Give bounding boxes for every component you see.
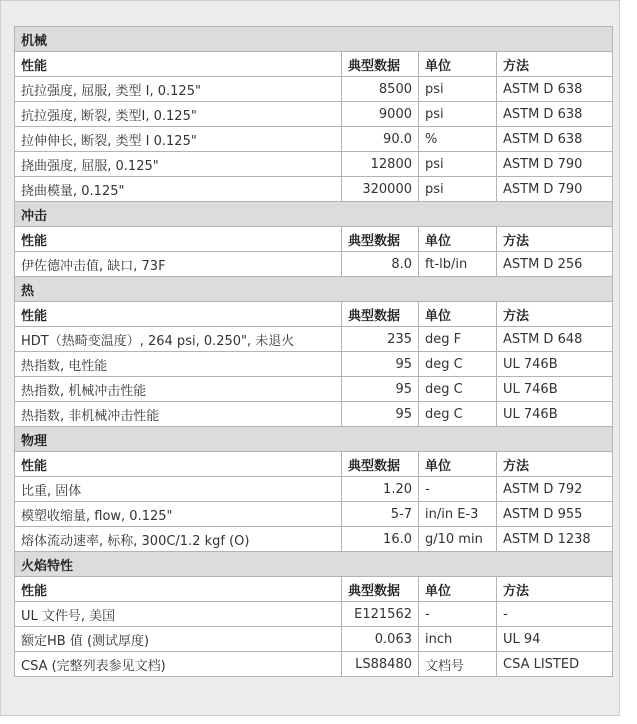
header-property: 性能 — [15, 227, 342, 252]
property-cell: 比重, 固体 — [15, 477, 342, 502]
property-cell: 热指数, 机械冲击性能 — [15, 377, 342, 402]
header-unit: 单位 — [419, 577, 497, 602]
table-row — [15, 77, 613, 102]
unit-cell: in/in E-3 — [419, 502, 497, 527]
method-cell: ASTM D 648 — [497, 327, 613, 352]
header-method: 方法 — [497, 52, 613, 77]
value-cell: 95 — [342, 352, 419, 377]
unit-cell: psi — [419, 77, 497, 102]
unit-cell: - — [419, 602, 497, 627]
section-title: 火焰特性 — [15, 552, 613, 577]
table-row — [15, 602, 613, 627]
table-row — [15, 127, 613, 152]
header-method: 方法 — [497, 302, 613, 327]
property-cell: 挠曲模量, 0.125" — [15, 177, 342, 202]
table-row — [15, 177, 613, 202]
table-row — [15, 252, 613, 277]
property-cell: 抗拉强度, 断裂, 类型I, 0.125" — [15, 102, 342, 127]
unit-cell: psi — [419, 177, 497, 202]
property-cell: 额定HB 值 (测试厚度) — [15, 627, 342, 652]
value-cell: E121562 — [342, 602, 419, 627]
unit-cell: g/10 min — [419, 527, 497, 552]
property-cell: HDT（热畸变温度）, 264 psi, 0.250", 未退火 — [15, 327, 342, 352]
header-property: 性能 — [15, 452, 342, 477]
value-cell: 16.0 — [342, 527, 419, 552]
unit-cell: % — [419, 127, 497, 152]
unit-cell: psi — [419, 152, 497, 177]
unit-cell: - — [419, 477, 497, 502]
header-method: 方法 — [497, 452, 613, 477]
property-cell: UL 文件号, 美国 — [15, 602, 342, 627]
method-cell: - — [497, 602, 613, 627]
header-unit: 单位 — [419, 52, 497, 77]
method-cell: ASTM D 790 — [497, 177, 613, 202]
section-header — [15, 427, 613, 452]
method-cell: UL 746B — [497, 377, 613, 402]
header-value: 典型数据 — [342, 452, 419, 477]
header-value: 典型数据 — [342, 302, 419, 327]
value-cell: 9000 — [342, 102, 419, 127]
unit-cell: ft-lb/in — [419, 252, 497, 277]
method-cell: UL 746B — [497, 352, 613, 377]
header-method: 方法 — [497, 577, 613, 602]
value-cell: 5-7 — [342, 502, 419, 527]
section-header — [15, 552, 613, 577]
section-title: 热 — [15, 277, 613, 302]
value-cell: 320000 — [342, 177, 419, 202]
property-cell: 热指数, 非机械冲击性能 — [15, 402, 342, 427]
header-value: 典型数据 — [342, 577, 419, 602]
method-cell: ASTM D 792 — [497, 477, 613, 502]
property-cell: 挠曲强度, 屈服, 0.125" — [15, 152, 342, 177]
property-cell: 抗拉强度, 屈服, 类型 I, 0.125" — [15, 77, 342, 102]
section-header — [15, 202, 613, 227]
method-cell: ASTM D 1238 — [497, 527, 613, 552]
method-cell: ASTM D 638 — [497, 127, 613, 152]
unit-cell: deg F — [419, 327, 497, 352]
value-cell: 95 — [342, 402, 419, 427]
header-property: 性能 — [15, 577, 342, 602]
unit-cell: 文档号 — [419, 652, 497, 677]
value-cell: 235 — [342, 327, 419, 352]
unit-cell: deg C — [419, 377, 497, 402]
value-cell: 1.20 — [342, 477, 419, 502]
method-cell: ASTM D 256 — [497, 252, 613, 277]
section-title: 机械 — [15, 27, 613, 52]
unit-cell: deg C — [419, 352, 497, 377]
method-cell: ASTM D 638 — [497, 77, 613, 102]
header-value: 典型数据 — [342, 52, 419, 77]
table-row — [15, 477, 613, 502]
header-property: 性能 — [15, 52, 342, 77]
table-row — [15, 527, 613, 552]
property-cell: 热指数, 电性能 — [15, 352, 342, 377]
value-cell: 8500 — [342, 77, 419, 102]
column-header-row — [15, 52, 613, 77]
value-cell: 90.0 — [342, 127, 419, 152]
table-row — [15, 502, 613, 527]
method-cell: UL 746B — [497, 402, 613, 427]
value-cell: 8.0 — [342, 252, 419, 277]
table-row — [15, 627, 613, 652]
method-cell: UL 94 — [497, 627, 613, 652]
value-cell: LS88480 — [342, 652, 419, 677]
table-row — [15, 402, 613, 427]
unit-cell: deg C — [419, 402, 497, 427]
section-header — [15, 27, 613, 52]
unit-cell: psi — [419, 102, 497, 127]
value-cell: 95 — [342, 377, 419, 402]
properties-table — [14, 26, 613, 677]
section-header — [15, 277, 613, 302]
table-row — [15, 102, 613, 127]
property-cell: 伊佐德冲击值, 缺口, 73F — [15, 252, 342, 277]
method-cell: ASTM D 955 — [497, 502, 613, 527]
column-header-row — [15, 577, 613, 602]
method-cell: ASTM D 790 — [497, 152, 613, 177]
header-value: 典型数据 — [342, 227, 419, 252]
column-header-row — [15, 227, 613, 252]
header-unit: 单位 — [419, 452, 497, 477]
header-unit: 单位 — [419, 302, 497, 327]
header-method: 方法 — [497, 227, 613, 252]
table-row — [15, 152, 613, 177]
header-property: 性能 — [15, 302, 342, 327]
column-header-row — [15, 452, 613, 477]
section-title: 物理 — [15, 427, 613, 452]
column-header-row — [15, 302, 613, 327]
value-cell: 12800 — [342, 152, 419, 177]
method-cell: ASTM D 638 — [497, 102, 613, 127]
section-title: 冲击 — [15, 202, 613, 227]
property-cell: 熔体流动速率, 标称, 300C/1.2 kgf (O) — [15, 527, 342, 552]
unit-cell: inch — [419, 627, 497, 652]
table-row — [15, 352, 613, 377]
table-row — [15, 377, 613, 402]
property-cell: 模塑收缩量, flow, 0.125" — [15, 502, 342, 527]
table-row — [15, 652, 613, 677]
method-cell: CSA LISTED — [497, 652, 613, 677]
property-cell: CSA (完整列表参见文档) — [15, 652, 342, 677]
property-cell: 拉伸伸长, 断裂, 类型 I 0.125" — [15, 127, 342, 152]
value-cell: 0.063 — [342, 627, 419, 652]
header-unit: 单位 — [419, 227, 497, 252]
table-row — [15, 327, 613, 352]
